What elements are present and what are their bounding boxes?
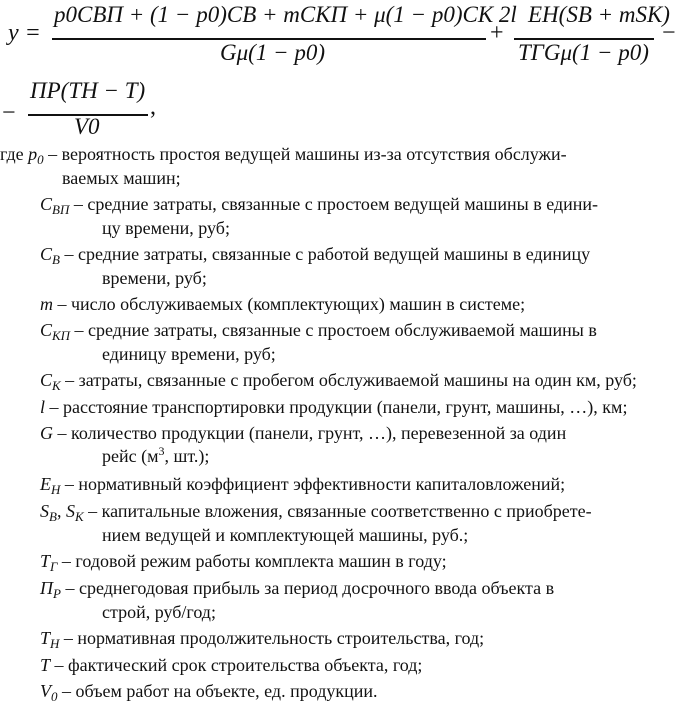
definition-continuation bbox=[40, 267, 691, 290]
definition-continuation bbox=[40, 217, 691, 240]
definition-continuation bbox=[40, 343, 691, 366]
definition-text: средние затраты, связанные с простоем обслуживаемой машины в bbox=[88, 320, 597, 340]
definition-item bbox=[0, 293, 697, 316]
definition-text-continued: ваемых машин; bbox=[62, 168, 181, 188]
definition-symbol: T bbox=[40, 628, 51, 648]
definition-text-continued: строй, руб/год; bbox=[102, 602, 216, 622]
definition-text: фактический срок строительства объекта, год; bbox=[68, 655, 423, 675]
definition-symbol: m bbox=[40, 294, 53, 314]
definition-item bbox=[0, 193, 697, 240]
definition-item bbox=[0, 473, 697, 497]
definition-item bbox=[0, 319, 697, 366]
definition-item bbox=[0, 422, 697, 470]
definition-dash: – bbox=[60, 578, 79, 598]
definition-text: нормативный коэффициент эффективности капиталовложений; bbox=[78, 474, 566, 494]
definition-dash: – bbox=[60, 474, 79, 494]
definition-item bbox=[0, 243, 697, 290]
definition-symbol-subscript: 0 bbox=[51, 689, 58, 704]
definition-symbol: C bbox=[40, 370, 53, 390]
fraction-1-denominator: Gμ(1 − p0) bbox=[220, 40, 325, 65]
definition-text: вероятность простоя ведущей машины из-за отсутствия обслужи- bbox=[61, 144, 567, 164]
definition-dash: – bbox=[50, 655, 69, 675]
definition-symbol-subscript: КП bbox=[52, 328, 71, 343]
definition-symbol-subscript: Н bbox=[50, 636, 60, 651]
definition-item bbox=[0, 680, 697, 704]
definition-symbol-subscript: 0 bbox=[37, 152, 44, 167]
definition-symbol: V bbox=[40, 681, 51, 701]
definition-item bbox=[0, 396, 697, 419]
definition-lead: где bbox=[0, 144, 29, 164]
definition-item bbox=[0, 500, 697, 547]
definition-dash: – bbox=[57, 681, 76, 701]
definition-text: объем работ на объекте, ед. продукции. bbox=[75, 681, 378, 701]
formula-row-2 bbox=[0, 78, 697, 140]
definition-text-tail: , шт.); bbox=[164, 446, 210, 466]
definition-symbol: П bbox=[40, 578, 53, 598]
definition-text: средние затраты, связанные с простоем ведущей машины в едини- bbox=[87, 194, 599, 214]
definition-symbol: E bbox=[40, 474, 51, 494]
definition-text: среднегодовая прибыль за период досрочного ввода объекта в bbox=[78, 578, 555, 598]
definition-symbol-subscript: Г bbox=[50, 559, 58, 574]
definition-symbol: T bbox=[40, 551, 51, 571]
definition-symbol-subscript: ВП bbox=[52, 202, 70, 217]
minus-operator-2: − bbox=[2, 100, 16, 126]
definition-item bbox=[0, 577, 697, 624]
definition-symbol-subscript: Р bbox=[53, 586, 61, 601]
definition-dash: – bbox=[53, 294, 71, 314]
definition-continuation bbox=[40, 524, 691, 547]
definition-symbol: C bbox=[40, 194, 53, 214]
definition-text: капитальные вложения, связанные соответственно с приобрете- bbox=[101, 501, 592, 521]
definition-symbol: C bbox=[40, 320, 53, 340]
definition-symbol-subscript: В bbox=[52, 252, 60, 267]
definition-text-continued: рейс (м bbox=[102, 446, 159, 466]
definition-text: количество продукции (панели, грунт, …), перевезенной за один bbox=[71, 423, 567, 443]
definitions-list bbox=[0, 143, 697, 707]
definition-continuation bbox=[0, 167, 691, 190]
fraction-2-numerator: EН(SВ + mSК) bbox=[528, 2, 670, 27]
definition-symbol-subscript: В bbox=[49, 509, 57, 524]
fraction-1-numerator: p0CВП + (1 − p0)CВ + mCКП + μ(1 − p0)CК 2l bbox=[54, 2, 517, 27]
plus-operator: + bbox=[490, 20, 504, 46]
separator: , bbox=[56, 501, 66, 521]
definition-item bbox=[0, 654, 697, 677]
fraction-2-denominator: TГGμ(1 − p0) bbox=[518, 40, 649, 65]
definition-symbol: S bbox=[40, 501, 49, 521]
definition-text-continued: единицу времени, руб; bbox=[102, 344, 276, 364]
definition-symbol: l bbox=[40, 397, 46, 417]
definition-text-continued: цу времени, руб; bbox=[102, 218, 230, 238]
definition-symbol-2-subscript: К bbox=[74, 509, 84, 524]
definition-symbol-subscript: Н bbox=[51, 482, 61, 497]
definition-dash: – bbox=[69, 194, 88, 214]
definition-item bbox=[0, 627, 697, 651]
definition-text: нормативная продолжительность строительства, год; bbox=[77, 628, 485, 648]
formula-trailing-comma: , bbox=[150, 94, 156, 120]
definition-dash: – bbox=[43, 144, 62, 164]
definition-item bbox=[0, 143, 697, 190]
minus-operator: − bbox=[662, 20, 676, 46]
definition-text: число обслуживаемых (комплектующих) машин в системе; bbox=[71, 294, 526, 314]
definition-text: затраты, связанные с пробегом обслуживаемой машины на один км, руб; bbox=[78, 370, 637, 390]
definition-text: средние затраты, связанные с работой ведущей машины в единицу bbox=[77, 244, 591, 264]
definition-symbol-subscript: К bbox=[52, 378, 61, 393]
definition-symbol: p bbox=[28, 144, 38, 164]
definition-dash: – bbox=[57, 551, 76, 571]
definition-symbol: C bbox=[40, 244, 53, 264]
definition-text-continued: времени, руб; bbox=[102, 268, 207, 288]
definition-item bbox=[0, 369, 697, 393]
definition-continuation bbox=[40, 445, 691, 470]
definition-text: годовой режим работы комплекта машин в году; bbox=[75, 551, 447, 571]
formula-lhs: y = bbox=[8, 20, 41, 46]
fraction-3-numerator: ПР(TН − T) bbox=[30, 78, 146, 103]
definition-dash: – bbox=[70, 320, 89, 340]
definition-text-continued: нием ведущей и комплектующей машины, руб.; bbox=[102, 525, 469, 545]
definition-item bbox=[0, 550, 697, 574]
definition-dash: – bbox=[45, 397, 64, 417]
definition-dash: – bbox=[83, 501, 102, 521]
definition-symbol: G bbox=[40, 423, 53, 443]
fraction-3-denominator: V0 bbox=[74, 114, 100, 139]
definition-text: расстояние транспортировки продукции (панели, грунт, машины, …), км; bbox=[63, 397, 628, 417]
definition-dash: – bbox=[59, 628, 78, 648]
definition-continuation bbox=[40, 601, 691, 624]
definition-dash: – bbox=[60, 370, 79, 390]
definition-dash: – bbox=[59, 244, 78, 264]
formula-row-1 bbox=[0, 0, 697, 78]
definition-dash: – bbox=[53, 423, 71, 443]
definition-superscript: 3 bbox=[158, 444, 165, 458]
definition-symbol: T bbox=[40, 655, 51, 675]
definition-symbol-2: S bbox=[65, 501, 75, 521]
